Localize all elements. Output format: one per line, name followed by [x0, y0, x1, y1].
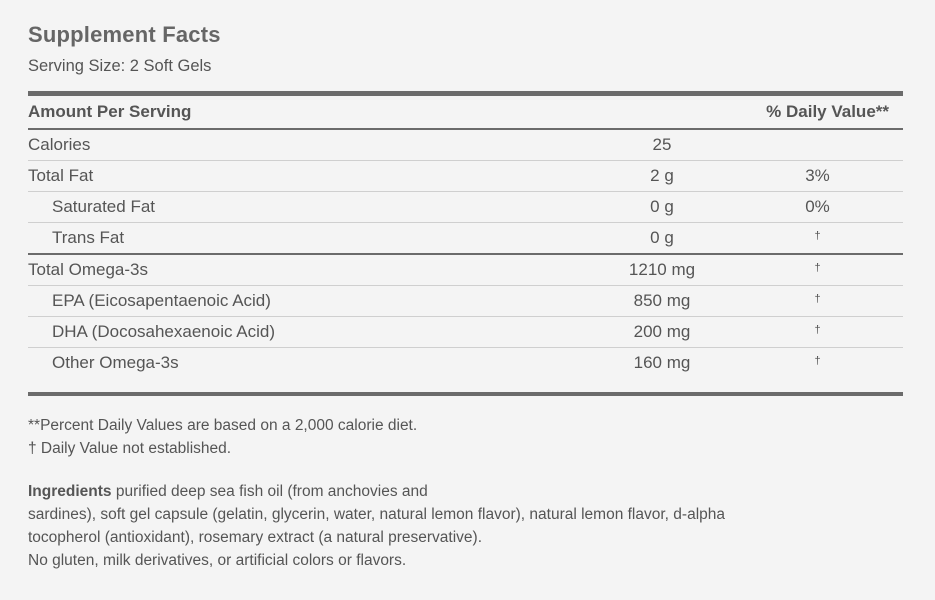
nutrient-name: Calories: [28, 129, 592, 161]
table-row: [28, 317, 903, 348]
table-row: [28, 348, 903, 379]
table-row: [28, 286, 903, 317]
amount-per-serving-header: Amount Per Serving: [28, 96, 592, 129]
nutrient-dv: 3%: [732, 161, 903, 192]
allergen-statement: No gluten, milk derivatives, or artificial colors or flavors.: [28, 552, 407, 569]
daily-value-header: % Daily Value**: [732, 96, 903, 129]
serving-size: Serving Size: 2 Soft Gels: [28, 57, 212, 75]
nutrient-name: Total Fat: [28, 161, 592, 192]
table-header: [28, 96, 903, 129]
footnotes: [28, 414, 903, 460]
nutrient-name: Saturated Fat: [28, 192, 592, 223]
supplement-facts-panel: [28, 0, 903, 572]
nutrient-amount: 850 mg: [592, 286, 732, 317]
nutrient-name: DHA (Docosahexaenoic Acid): [28, 317, 592, 348]
nutrient-dv: 0%: [732, 192, 903, 223]
ingredients-text: sardines), soft gel capsule (gelatin, glycerin, water, natural lemon flavor), natural lemon flavor, d-alpha: [28, 506, 725, 523]
nutrient-name: Trans Fat: [28, 223, 592, 255]
nutrient-name: Total Omega-3s: [28, 254, 592, 286]
nutrient-amount: 2 g: [592, 161, 732, 192]
table-row: [28, 192, 903, 223]
ingredients-block: [28, 480, 903, 572]
ingredients-text: purified deep sea fish oil (from anchovies and: [111, 483, 428, 500]
nutrient-amount: 0 g: [592, 192, 732, 223]
nutrient-amount: 200 mg: [592, 317, 732, 348]
dagger-note: † Daily Value not established.: [28, 440, 232, 457]
table-row: [28, 254, 903, 286]
nutrient-amount: 1210 mg: [592, 254, 732, 286]
nutrient-dv: †: [814, 293, 821, 305]
nutrient-dv: †: [814, 262, 821, 274]
nutrient-dv: †: [814, 324, 821, 336]
percent-dv-note: **Percent Daily Values are based on a 2,000 calorie diet.: [28, 417, 418, 434]
table-row: [28, 161, 903, 192]
nutrient-amount: 0 g: [592, 223, 732, 255]
panel-title: Supplement Facts: [28, 22, 221, 47]
nutrient-name: EPA (Eicosapentaenoic Acid): [28, 286, 592, 317]
nutrient-amount: 25: [592, 129, 732, 161]
table-row: [28, 129, 903, 161]
nutrient-dv: [732, 129, 903, 161]
nutrient-table: [28, 96, 903, 378]
nutrient-amount: 160 mg: [633, 353, 691, 372]
nutrient-dv: †: [814, 355, 821, 367]
bottom-rule: [28, 392, 903, 396]
nutrient-name: Other Omega-3s: [52, 353, 179, 372]
table-row: [28, 223, 903, 255]
ingredients-text: tocopherol (antioxidant), rosemary extract (a natural preservative).: [28, 529, 483, 546]
ingredients-label: Ingredients: [28, 483, 112, 500]
nutrient-dv: †: [814, 230, 821, 242]
